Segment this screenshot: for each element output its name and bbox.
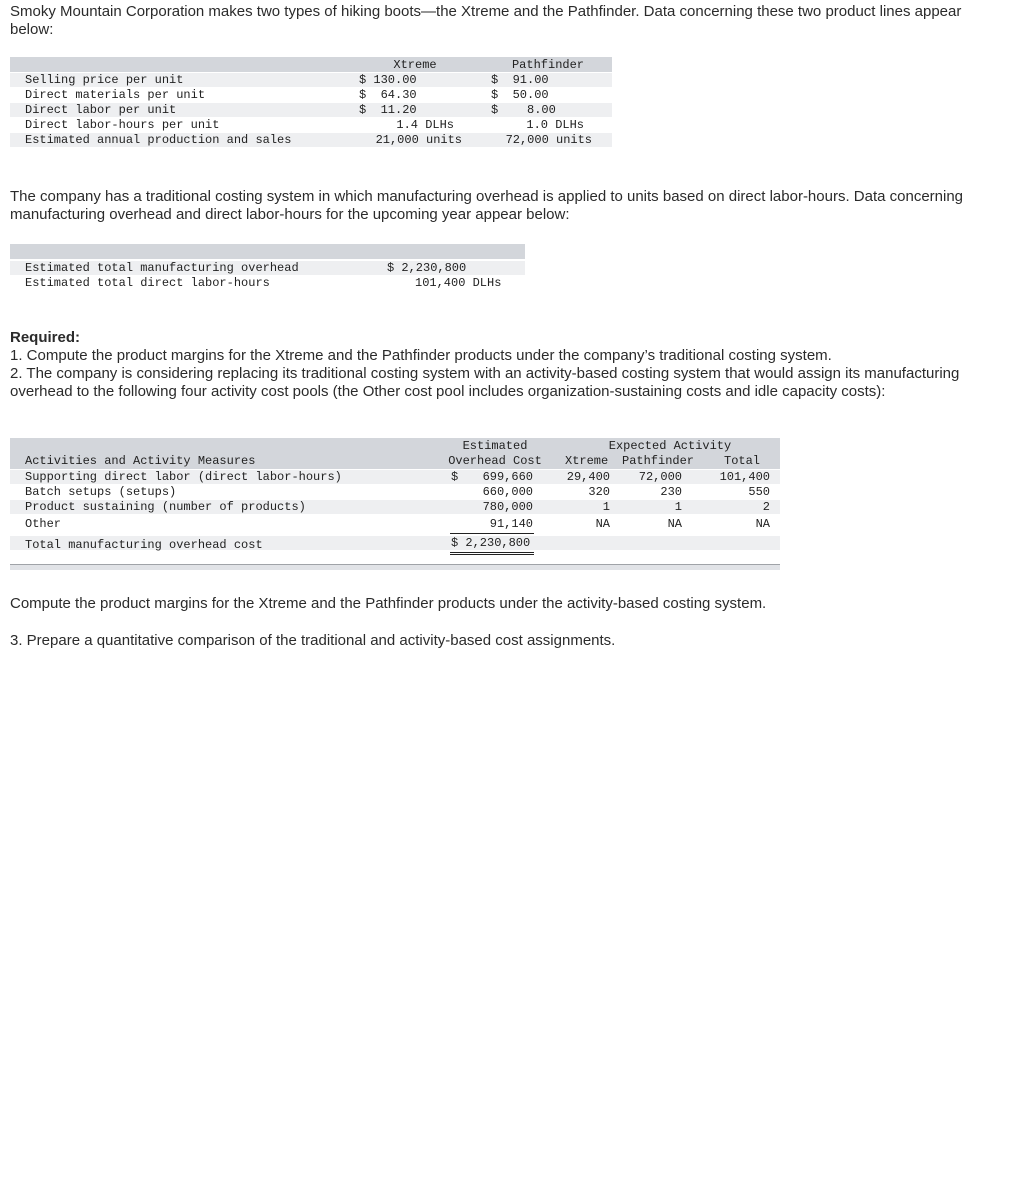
activity-row-xtreme: 320 (588, 485, 610, 499)
activity-row-xtreme: 29,400 (566, 470, 610, 484)
product-row-xtreme: $ 64.30 (359, 88, 417, 102)
product-row-label: Estimated annual production and sales (25, 133, 292, 147)
intro-text: Smoky Mountain Corporation makes two types of hiking boots—the Xtreme and the Pathfinder. Data concerning these two product lines appear below: (10, 3, 966, 38)
activity-row-total: 2 (762, 500, 770, 514)
required-item-3: 3. Prepare a quantitative comparison of the traditional and activity-based cost assignments. (10, 632, 616, 649)
overhead-row-label: Estimated total direct labor-hours (25, 276, 270, 290)
activity-row-total: 550 (748, 485, 770, 499)
activity-table-bottom-bar (10, 564, 780, 570)
product-row-xtreme: 21,000 units (375, 133, 462, 147)
activity-row-pathfinder: 72,000 (638, 470, 682, 484)
activity-row-pathfinder: 1 (674, 500, 682, 514)
overhead-data-table (10, 244, 525, 294)
overhead-row-label: Estimated total manufacturing overhead (25, 261, 299, 275)
product-row-label: Direct labor per unit (25, 103, 177, 117)
total-row-cost: $ 2,230,800 (451, 536, 531, 550)
activity-row-pathfinder: NA (667, 517, 682, 531)
header-xtreme: Xtreme (393, 58, 437, 72)
activity-row-dollar: $ (451, 470, 459, 484)
total-double-rule (450, 552, 534, 553)
activity-row-xtreme: NA (595, 517, 610, 531)
activity-row-pathfinder: 230 (660, 485, 682, 499)
product-row-pathfinder: $ 91.00 (491, 73, 549, 87)
costing-system-text: The company has a traditional costing system in which manufacturing overhead is applied to units based on direct labor-hours. Data concerning manufacturing overhead and direct labor-hours for the upcoming year appear below: (10, 188, 968, 223)
product-row-xtreme: $ 11.20 (359, 103, 417, 117)
subtotal-rule (450, 533, 534, 534)
activity-cost-table (10, 438, 780, 571)
header-estimated: Estimated (462, 439, 528, 453)
product-row-pathfinder: 72,000 units (505, 133, 592, 147)
overhead-table-header-band (10, 244, 525, 259)
product-row-xtreme: $ 130.00 (359, 73, 417, 87)
required-item-2: 2. The company is considering replacing its traditional costing system with an activity-based costing system that would assign its manufacturing overhead to the following four activity cost pools (the Other cost pool includes organization-sustaining costs and idle capacity costs): (10, 365, 964, 400)
product-row-pathfinder: 1.0 DLHs (526, 118, 584, 132)
compute-abc-text: Compute the product margins for the Xtreme and the Pathfinder products under the activity-based costing system. (10, 595, 767, 612)
overhead-row-value: 101,400 DLHs (415, 276, 502, 290)
header-pathfinder: Pathfinder (511, 58, 584, 72)
activity-row-cost: 699,660 (482, 470, 533, 484)
product-row-label: Direct materials per unit (25, 88, 206, 102)
activity-row-xtreme: 1 (602, 500, 610, 514)
product-row-pathfinder: $ 50.00 (491, 88, 549, 102)
activity-row-cost: 660,000 (482, 485, 533, 499)
overhead-row-value: $ 2,230,800 (387, 261, 467, 275)
required-heading: Required: (10, 329, 81, 346)
activity-row-label: Other (25, 517, 62, 531)
product-row-label: Direct labor-hours per unit (25, 118, 220, 132)
product-data-table (10, 57, 612, 164)
activity-row-cost: 91,140 (489, 517, 533, 531)
activity-row-total: NA (755, 517, 770, 531)
header-overhead-cost: Overhead Cost (448, 454, 542, 468)
product-row-pathfinder: $ 8.00 (491, 103, 556, 117)
header-expected-activity: Expected Activity (608, 439, 732, 453)
header-xtreme: Xtreme (565, 454, 609, 468)
required-item-1: 1. Compute the product margins for the Xtreme and the Pathfinder products under the company’s traditional costing system. (10, 347, 832, 364)
header-total: Total (724, 454, 761, 468)
total-row-label: Total manufacturing overhead cost (25, 538, 263, 552)
header-pathfinder: Pathfinder (622, 454, 695, 468)
product-row-xtreme: 1.4 DLHs (396, 118, 454, 132)
product-row-label: Selling price per unit (25, 73, 184, 87)
activity-row-label: Supporting direct labor (direct labor-hours) (25, 470, 342, 484)
total-double-rule (450, 554, 534, 555)
activity-row-label: Product sustaining (number of products) (25, 500, 306, 514)
activity-row-cost: 780,000 (482, 500, 533, 514)
activity-row-label: Batch setups (setups) (25, 485, 177, 499)
activity-row-total: 101,400 (719, 470, 770, 484)
header-activities: Activities and Activity Measures (25, 454, 256, 468)
